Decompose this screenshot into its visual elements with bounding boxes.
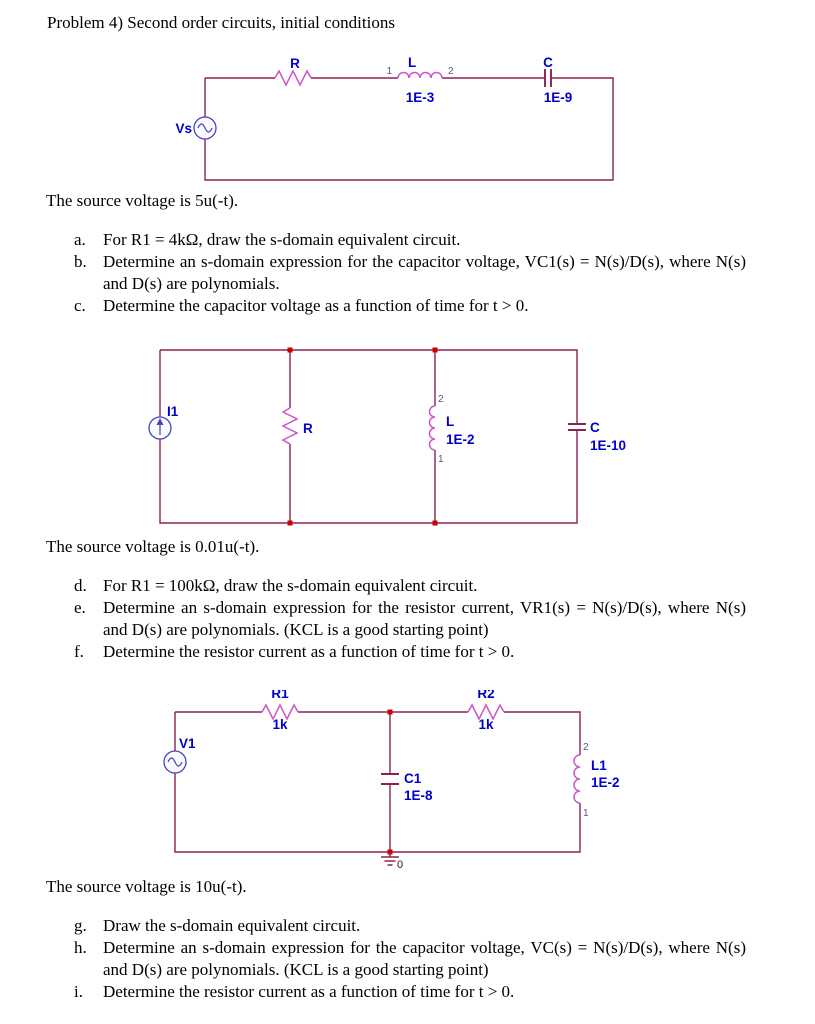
inductor-symbol [398,73,442,79]
problem-item-i [74,981,746,1003]
l1-pin-2: 2 [583,742,589,753]
l1-pin-1: 1 [583,808,589,819]
problem-item-f [74,641,746,663]
r2-value: 1k [478,717,494,732]
item-text: Determine an s-domain expression for the capacitor voltage, VC(s) = N(s)/D(s), where N(s) and D(s) are polynomials. (KCL is a good starting point) [103,938,746,979]
page-title: Problem 4) Second order circuits, initial conditions [47,13,395,32]
capacitor-symbol [568,424,586,430]
inductor-pin-2: 2 [438,394,444,405]
item-letter: e. [74,598,86,617]
item-letter: d. [74,576,87,595]
problem-item-a [74,229,746,251]
item-letter: g. [74,916,87,935]
capacitor-value: 1E-10 [590,438,627,453]
r2-label: R2 [477,690,495,701]
r1-value: 1k [272,717,288,732]
item-text: Determine the resistor current as a function of time for t > 0. [103,642,515,661]
problem-items-def [74,575,746,663]
problem-items-ghi [74,915,746,1003]
problem-item-h [74,937,746,981]
item-letter: a. [74,230,86,249]
resistor-label: R [303,421,313,436]
capacitor-symbol [545,69,551,87]
problem-item-b [74,251,746,295]
item-letter: c. [74,296,86,315]
junction-node [388,710,393,715]
item-letter: b. [74,252,87,271]
resistor-symbol [275,71,311,85]
junction-node [433,521,438,526]
source-label: V1 [179,736,196,751]
ground-label: 0 [397,859,404,871]
problem-item-c [74,295,746,317]
circuit-1-series-rlc [0,55,815,187]
inductor-value: 1E-3 [405,90,435,105]
circuit-3-rlc-network [0,690,815,875]
item-text: Determine the resistor current as a function of time for t > 0. [103,982,515,1001]
problem-item-d [74,575,746,597]
junction-node [433,348,438,353]
c1-value: 1E-8 [404,788,433,803]
inductor-l1-symbol [574,755,580,803]
item-text: For R1 = 4kΩ, draw the s-domain equivalent circuit. [103,230,461,249]
item-text: For R1 = 100kΩ, draw the s-domain equivalent circuit. [103,576,478,595]
inductor-pin-1: 1 [386,66,392,77]
item-letter: h. [74,938,87,957]
junction-node [288,348,293,353]
problem-items-abc [74,229,746,317]
inductor-label: L [446,414,455,429]
junction-node [288,521,293,526]
wire-path [160,350,577,523]
source-label: Vs [175,121,192,136]
source-voltage-note-2: The source voltage is 0.01u(-t). [46,537,260,556]
capacitor-label: C [543,55,553,70]
problem-item-g [74,915,746,937]
item-text: Determine an s-domain expression for the capacitor voltage, VC1(s) = N(s)/D(s), where N(s) and D(s) are polynomials. [103,252,746,293]
inductor-pin-2: 2 [448,66,454,77]
resistor-label: R [290,56,300,71]
wire-path [175,712,580,852]
source-voltage-note-1: The source voltage is 5u(-t). [46,191,239,210]
capacitor-value: 1E-9 [543,90,573,105]
inductor-symbol [430,406,436,450]
item-text: Determine an s-domain expression for the resistor current, VR1(s) = N(s)/D(s), where N(s) and D(s) are polynomials. (KCL is a good starting point) [103,598,746,639]
problem-item-e [74,597,746,641]
item-text: Determine the capacitor voltage as a function of time for t > 0. [103,296,529,315]
source-voltage-note-3: The source voltage is 10u(-t). [46,877,247,896]
item-text: Draw the s-domain equivalent circuit. [103,916,361,935]
l1-label: L1 [591,758,607,773]
item-letter: f. [74,642,84,661]
resistor-symbol [283,408,297,444]
inductor-value: 1E-2 [446,432,475,447]
circuit-2-parallel-rlc [0,340,815,535]
source-label: I1 [167,404,179,419]
c1-label: C1 [404,771,422,786]
l1-value: 1E-2 [591,775,620,790]
r1-label: R1 [271,690,289,701]
item-letter: i. [74,982,83,1001]
inductor-pin-1: 1 [438,454,444,465]
capacitor-c1-symbol [381,774,399,784]
inductor-label: L [408,55,417,70]
capacitor-label: C [590,420,600,435]
